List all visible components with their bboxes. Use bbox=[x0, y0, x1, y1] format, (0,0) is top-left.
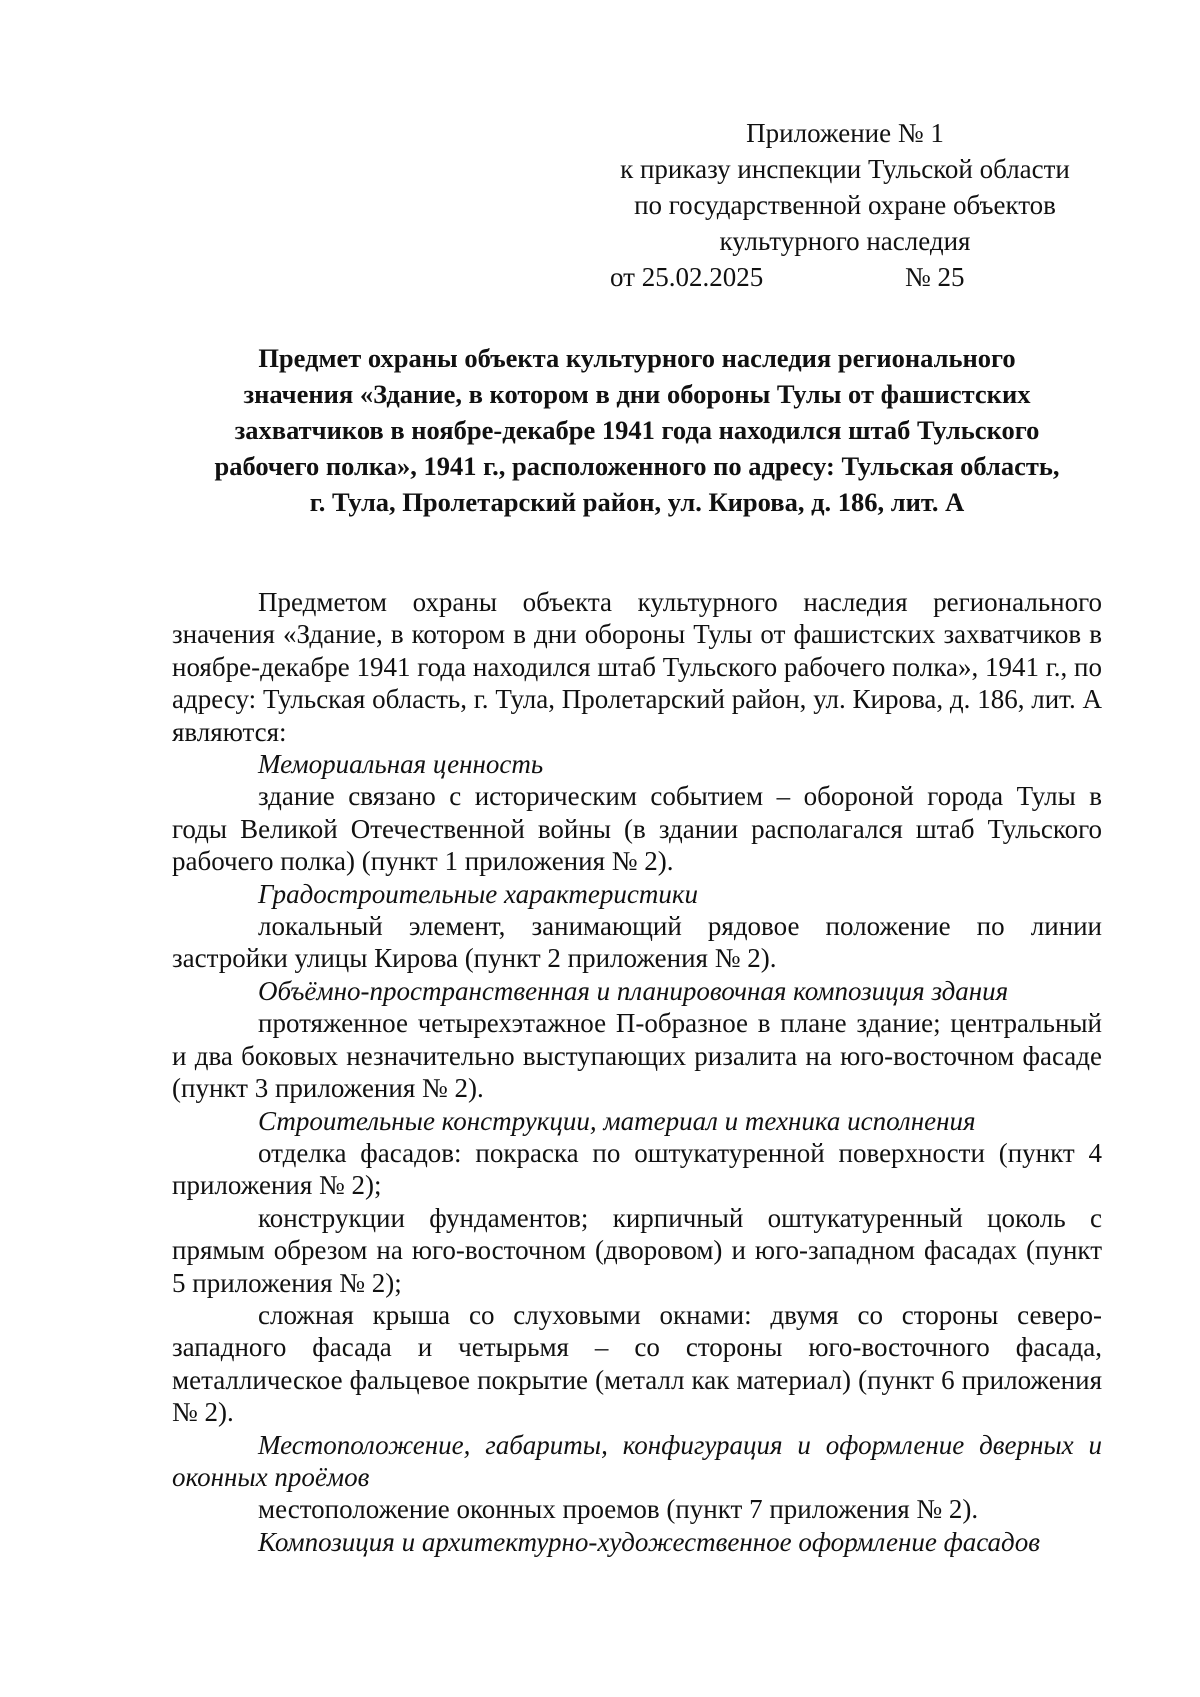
section-heading: Мемориальная ценность bbox=[258, 749, 544, 780]
section-paragraph: конструкции фундаментов; кирпичный оштукатуренный цоколь с прямым обрезом на юго-восточном (дворовом) и юго-западном фасадах (пункт 5 приложения № 2); bbox=[172, 1202, 1102, 1298]
title-line: Предмет охраны объекта культурного наследия регионального bbox=[258, 343, 1016, 373]
section-paragraph: локальный элемент, занимающий рядовое положение по линии застройки улицы Кирова (пункт 2 приложения № 2). bbox=[172, 911, 1102, 974]
appendix-header bbox=[600, 115, 1090, 295]
order-reference-line: по государственной охране объектов bbox=[634, 190, 1056, 220]
section-paragraph: здание связано с историческим событием – обороной города Тулы в годы Великой Отечественной войны (в здании располагался штаб Тульского рабочего полка) (пункт 1 приложения № 2). bbox=[172, 781, 1102, 877]
section-paragraph: отделка фасадов: покраска по оштукатуренной поверхности (пункт 4 приложения № 2); bbox=[172, 1137, 1102, 1201]
section-heading: Градостроительные характеристики bbox=[258, 878, 699, 909]
document-title bbox=[172, 340, 1102, 520]
section-paragraph: сложная крыша со слуховыми окнами: двумя со стороны северо-западного фасада и четырьмя – со стороны юго-восточного фасада, металлическое фальцевое покрытие (металл как материал) (пункт 6 приложения № 2). bbox=[172, 1299, 1102, 1428]
order-date: от 25.02.2025 bbox=[610, 262, 764, 292]
document-body bbox=[172, 586, 1102, 1558]
section-paragraph: местоположение оконных проемов (пункт 7 приложения № 2). bbox=[258, 1494, 979, 1525]
order-reference-line: к приказу инспекции Тульской области bbox=[620, 154, 1070, 184]
section-heading: Местоположение, габариты, конфигурация и оформление дверных и оконных проёмов bbox=[172, 1429, 1102, 1492]
section-paragraph: протяженное четырехэтажное П-образное в плане здание; центральный и два боковых незначительно выступающих ризалита на юго-восточном фасаде (пункт 3 приложения № 2). bbox=[172, 1008, 1102, 1104]
order-number: № 25 bbox=[905, 262, 965, 292]
section-heading: Объёмно-пространственная и планировочная композиция здания bbox=[258, 975, 1009, 1006]
section-heading: Строительные конструкции, материал и техника исполнения bbox=[258, 1105, 976, 1136]
section-heading: Композиция и архитектурно-художественное оформление фасадов bbox=[258, 1526, 1040, 1557]
title-line: рабочего полка», 1941 г., расположенного по адресу: Тульская область, bbox=[214, 451, 1060, 481]
title-line: г. Тула, Пролетарский район, ул. Кирова, д. 186, лит. А bbox=[309, 487, 965, 517]
intro-paragraph: Предметом охраны объекта культурного наследия регионального значения «Здание, в котором в дни обороны Тулы от фашистских захватчиков в ноябре-декабре 1941 года находился штаб Тульского рабочего полка», 1941 г., по адресу: Тульская область, г. Тула, Пролетарский район, ул. Кирова, д. 186, лит. А являются: bbox=[172, 587, 1102, 747]
order-date-row bbox=[600, 259, 1090, 295]
title-line: значения «Здание, в котором в дни обороны Тулы от фашистских bbox=[243, 379, 1031, 409]
title-line: захватчиков в ноябре-декабре 1941 года находился штаб Тульского bbox=[234, 415, 1040, 445]
order-reference-line: культурного наследия bbox=[719, 226, 971, 256]
appendix-number: Приложение № 1 bbox=[746, 118, 944, 148]
